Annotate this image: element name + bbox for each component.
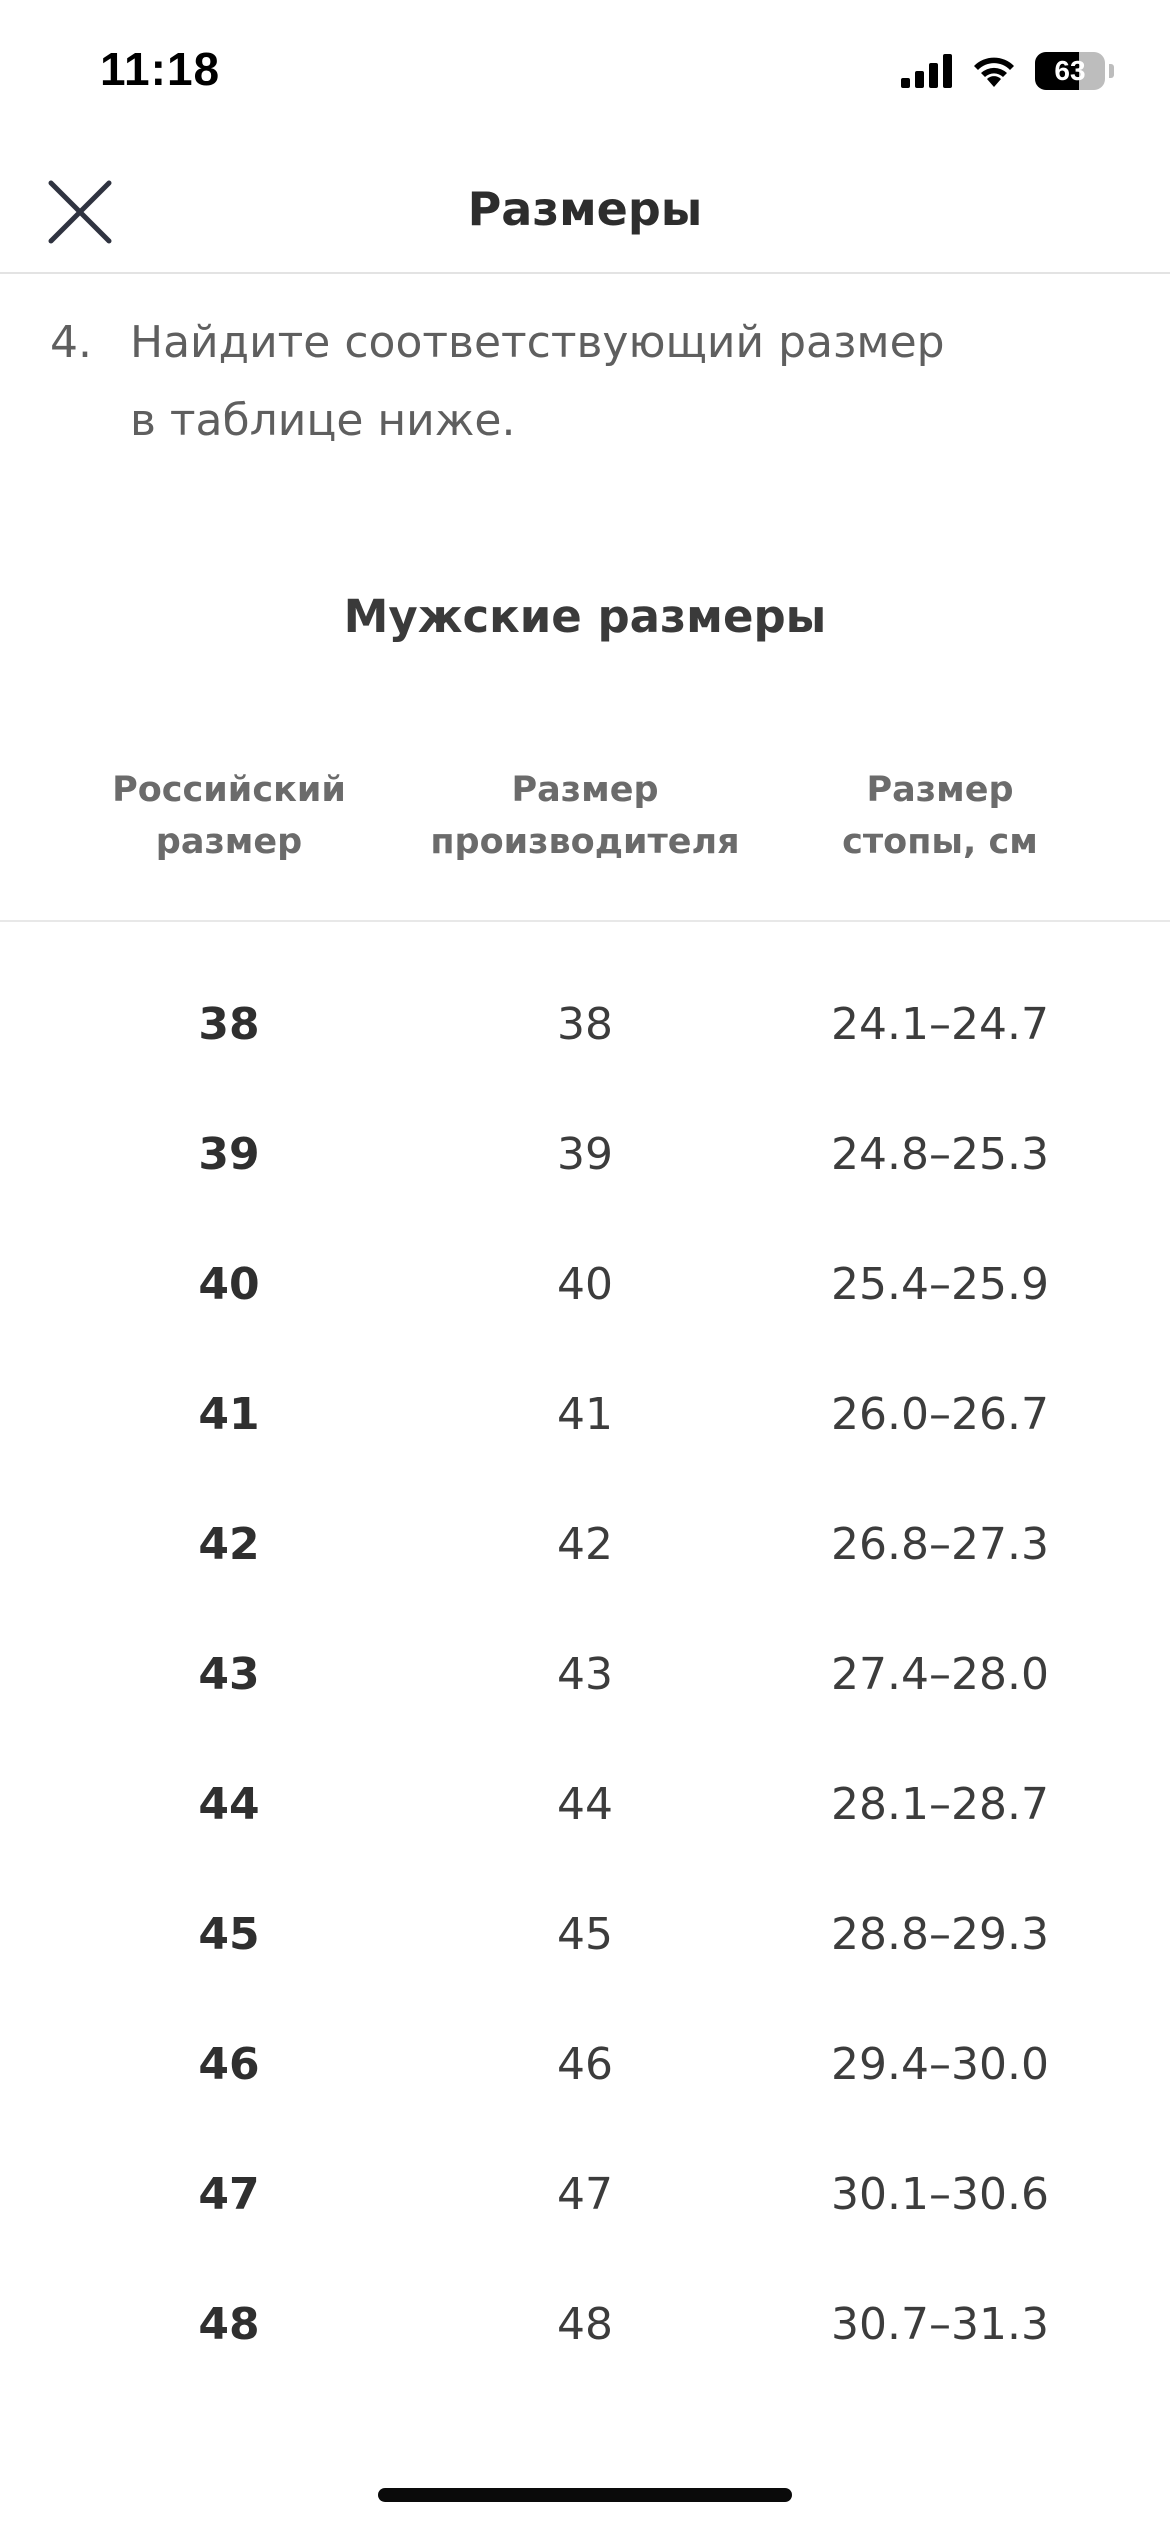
foot-length-cell: 28.8–29.3	[831, 1909, 1049, 1960]
step-number: 4.	[50, 317, 92, 368]
manufacturer-size-cell: 43	[557, 1649, 613, 1700]
foot-length-cell: 26.0–26.7	[831, 1389, 1049, 1440]
russian-size-cell: 42	[198, 1519, 260, 1570]
status-icons	[901, 52, 1114, 90]
table-row	[0, 1610, 1170, 1740]
table-row	[0, 960, 1170, 1090]
battery-percentage: 63	[1054, 55, 1086, 86]
battery-nub	[1109, 64, 1114, 78]
foot-length-cell: 24.1–24.7	[831, 999, 1049, 1050]
manufacturer-size-cell: 44	[557, 1779, 613, 1830]
table-row	[0, 2000, 1170, 2130]
column-header-line: размер	[155, 822, 303, 862]
foot-length-cell: 30.7–31.3	[831, 2299, 1049, 2350]
column-header-line: стопы, см	[842, 822, 1038, 862]
modal-header	[0, 150, 1170, 274]
russian-size-cell: 47	[198, 2169, 260, 2220]
russian-size-cell: 45	[198, 1909, 260, 1960]
column-header-foot-length	[780, 764, 1100, 868]
foot-length-cell: 29.4–30.0	[831, 2039, 1049, 2090]
manufacturer-size-cell: 40	[557, 1259, 613, 1310]
foot-length-cell: 30.1–30.6	[831, 2169, 1049, 2220]
step-text-line-1: Найдите соответствующий размер	[130, 317, 945, 368]
foot-length-cell: 28.1–28.7	[831, 1779, 1049, 1830]
table-row	[0, 1220, 1170, 1350]
table-row	[0, 2130, 1170, 2260]
step-text-line-2: в таблице ниже.	[130, 395, 516, 446]
battery-icon	[1035, 52, 1105, 90]
column-header-line: Размер	[866, 770, 1014, 810]
russian-size-cell: 40	[198, 1259, 260, 1310]
russian-size-cell: 38	[198, 999, 260, 1050]
home-indicator[interactable]	[378, 2488, 792, 2502]
russian-size-cell: 44	[198, 1779, 260, 1830]
manufacturer-size-cell: 48	[557, 2299, 613, 2350]
table-row	[0, 1480, 1170, 1610]
page-title: Размеры	[467, 182, 703, 236]
foot-length-cell: 26.8–27.3	[831, 1519, 1049, 1570]
russian-size-cell: 39	[198, 1129, 260, 1180]
table-row	[0, 2260, 1170, 2390]
russian-size-cell: 46	[198, 2039, 260, 2090]
russian-size-cell: 41	[198, 1389, 260, 1440]
status-time: 11:18	[100, 43, 221, 95]
column-header-line: Размер	[511, 770, 659, 810]
size-table-header	[0, 764, 1170, 922]
manufacturer-size-cell: 41	[557, 1389, 613, 1440]
instruction-step	[50, 304, 1050, 460]
status-bar	[0, 0, 1170, 150]
manufacturer-size-cell: 42	[557, 1519, 613, 1570]
table-row	[0, 1740, 1170, 1870]
manufacturer-size-cell: 39	[557, 1129, 613, 1180]
section-title: Мужские размеры	[343, 590, 827, 643]
column-header-manufacturer-size	[425, 764, 745, 868]
table-row	[0, 1350, 1170, 1480]
manufacturer-size-cell: 46	[557, 2039, 613, 2090]
manufacturer-size-cell: 47	[557, 2169, 613, 2220]
table-row	[0, 1870, 1170, 2000]
wifi-icon	[969, 53, 1019, 89]
foot-length-cell: 25.4–25.9	[831, 1259, 1049, 1310]
foot-length-cell: 24.8–25.3	[831, 1129, 1049, 1180]
manufacturer-size-cell: 38	[557, 999, 613, 1050]
foot-length-cell: 27.4–28.0	[831, 1649, 1049, 1700]
cellular-signal-icon	[901, 54, 953, 88]
column-header-line: Российский	[112, 770, 346, 810]
manufacturer-size-cell: 45	[557, 1909, 613, 1960]
russian-size-cell: 43	[198, 1649, 260, 1700]
step-text	[130, 304, 945, 460]
table-row	[0, 1090, 1170, 1220]
column-header-line: производителя	[430, 822, 740, 862]
size-table-body	[0, 960, 1170, 2390]
russian-size-cell: 48	[198, 2299, 260, 2350]
column-header-russian-size	[69, 764, 389, 868]
